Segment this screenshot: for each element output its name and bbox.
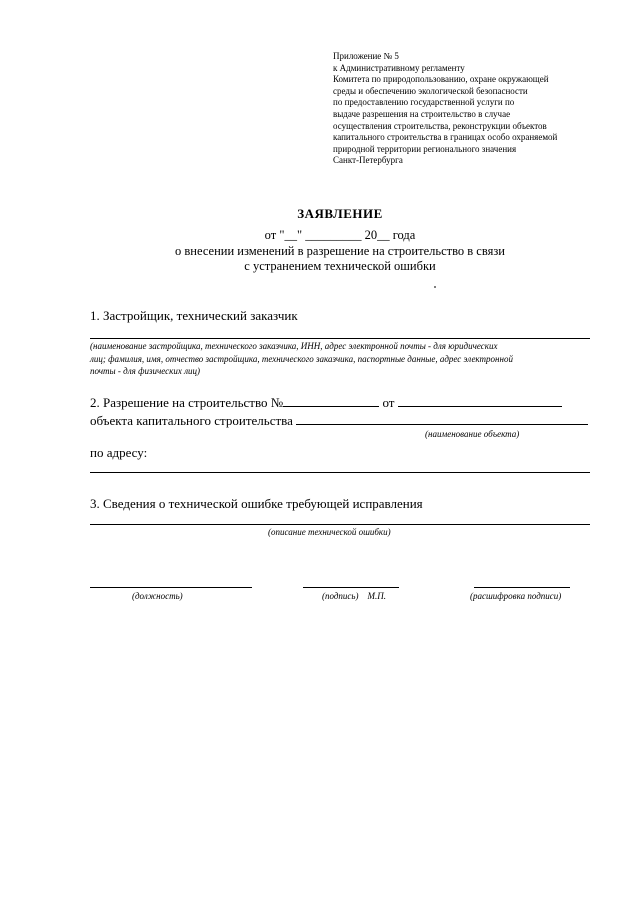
appendix-line: Приложение № 5 <box>333 51 399 61</box>
section1-hint <box>90 340 610 378</box>
object-hint: (наименование объекта) <box>425 429 520 439</box>
subtitle-line-1: о внесении изменений в разрешение на строительство в связи <box>175 244 505 258</box>
date-year-blank[interactable]: __ <box>377 228 390 242</box>
signature-label: (подпись) <box>322 591 359 601</box>
section1-label: 1. Застройщик, технический заказчик <box>90 308 298 323</box>
appendix-line: Санкт-Петербурга <box>333 155 403 166</box>
section2-permit-row <box>90 395 562 411</box>
subtitle-line-2: с устранением технической ошибки <box>244 259 436 273</box>
section2-object-row <box>90 413 588 429</box>
object-name-field[interactable] <box>296 413 588 425</box>
permit-date-field[interactable] <box>398 395 562 407</box>
decoding-hint: (расшифровка подписи) <box>470 591 562 601</box>
appendix-line: капитального строительства в границах особо охраняемой <box>333 132 558 143</box>
appendix-line: природной территории регионального значения <box>333 143 517 154</box>
date-day-blank[interactable]: __ <box>284 228 297 242</box>
section1-field-line[interactable] <box>90 338 590 339</box>
section1-hint-line: (наименование застройщика, технического заказчика, ИНН, адрес электронной почты - для юридических <box>90 341 498 351</box>
signature-field-line[interactable] <box>303 587 399 588</box>
address-field-line[interactable] <box>90 472 590 473</box>
section1-hint-line: лиц; фамилия, имя, отчество застройщика, технического заказчика, паспортные данные, адрес электронной <box>90 353 513 364</box>
stamp-label: М.П. <box>367 591 387 601</box>
section3-label: 3. Сведения о технической ошибке требующей исправления <box>90 496 423 511</box>
signature-hint <box>322 590 386 603</box>
appendix-header <box>333 51 633 167</box>
decoding-field-line[interactable] <box>474 587 570 588</box>
appendix-line: к Административному регламенту <box>333 62 465 73</box>
document-title: ЗАЯВЛЕНИЕ <box>297 206 383 221</box>
date-line <box>0 228 640 243</box>
date-prefix: от " <box>264 228 285 242</box>
section1-hint-line: почты - для физических лиц) <box>90 366 201 376</box>
date-month-blank[interactable]: _________ <box>305 228 362 242</box>
position-field-line[interactable] <box>90 587 252 588</box>
date-year-prefix: 20 <box>361 228 378 242</box>
permit-number-label: 2. Разрешение на строительство № <box>90 395 284 410</box>
appendix-line: Комитета по природопользованию, охране окружающей <box>333 74 549 85</box>
appendix-line: осуществления строительства, реконструкции объектов <box>333 120 547 131</box>
section3-field-line[interactable] <box>90 524 590 525</box>
stray-dot <box>434 286 436 288</box>
permit-number-field[interactable] <box>283 395 379 407</box>
appendix-line: по предоставлению государственной услуги по <box>333 97 515 108</box>
appendix-line: среды и обеспечению экологической безопасности <box>333 85 528 96</box>
date-mid: " <box>296 228 306 242</box>
object-label: объекта капитального строительства <box>90 413 293 428</box>
address-label: по адресу: <box>90 445 148 460</box>
section3-hint: (описание технической ошибки) <box>268 527 391 537</box>
permit-from-label: от <box>382 395 395 410</box>
appendix-line: выдаче разрешения на строительство в случае <box>333 108 511 119</box>
position-hint: (должность) <box>132 591 183 601</box>
date-suffix: года <box>389 228 416 242</box>
